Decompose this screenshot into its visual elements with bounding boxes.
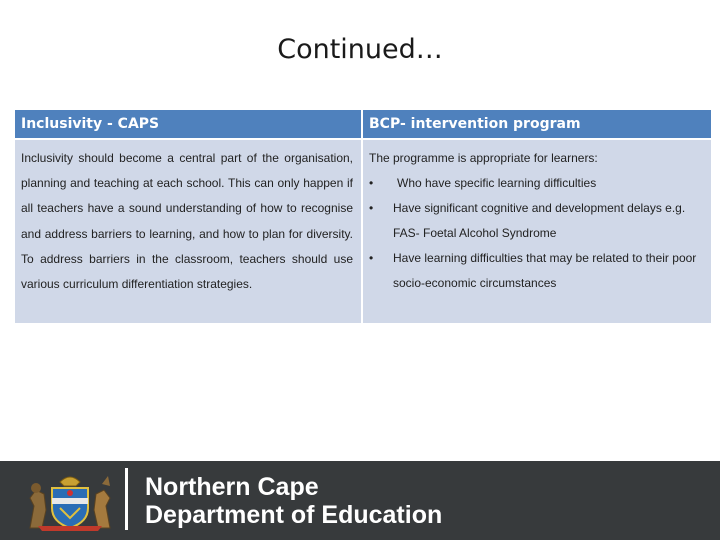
cell-inclusivity-text (15, 140, 361, 323)
department-line-2: Department of Education (145, 501, 443, 529)
bcp-intro: The programme is appropriate for learners: (369, 151, 598, 165)
coat-of-arms-icon (24, 470, 116, 532)
bullet-text: Have learning difficulties that may be related to their poor socio-economic circumstances (393, 251, 697, 290)
department-name (145, 473, 442, 529)
department-line-1: Northern Cape (145, 473, 319, 501)
bullet-text: Have significant cognitive and development delays e.g. FAS- Foetal Alcohol Syndrome (393, 201, 686, 240)
bullet-icon: • (369, 251, 374, 265)
bullet-icon: • (369, 201, 374, 215)
inclusivity-paragraph: Inclusivity should become a central part of the organisation, planning and teaching at each school. This can only happen if all teachers have a sound understanding of how to recognise and address barriers to learning, and how to plan for diversity. To address barriers in the classroom, teachers should use various curriculum differentiation strategies. (21, 151, 353, 292)
cell-bcp-text (363, 140, 711, 323)
bullet-item (369, 171, 705, 196)
comparison-table (15, 110, 711, 323)
header-inclusivity-caps: Inclusivity - CAPS (15, 110, 361, 138)
bullet-text: Who have specific learning difficulties (397, 176, 597, 190)
bullet-icon: • (369, 176, 374, 190)
slide-title: Continued… (277, 34, 443, 65)
header-bcp-program: BCP- intervention program (363, 110, 711, 138)
bullet-item (369, 196, 705, 246)
bullet-item (369, 246, 705, 296)
footer-divider (125, 468, 128, 530)
